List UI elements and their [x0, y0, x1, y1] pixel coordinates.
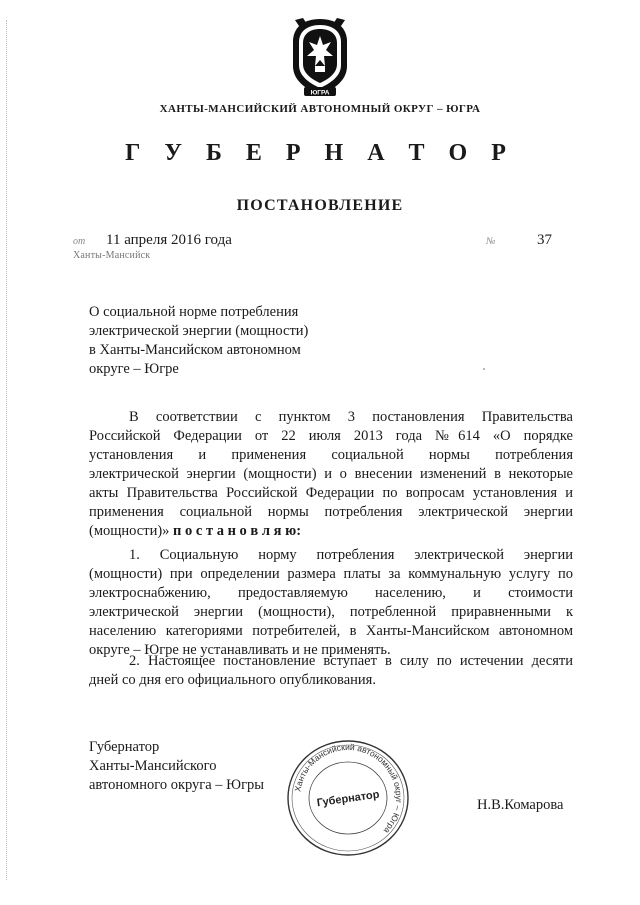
signature-line: автономного округа – Югры	[89, 777, 265, 793]
decree-title: ПОСТАНОВЛЕНИЕ	[236, 197, 404, 214]
item-1-paragraph	[89, 546, 573, 660]
text-line: электрической энергии (мощности) и о внесении изменений в некоторые	[89, 466, 573, 482]
item-2-paragraph	[89, 652, 573, 690]
text-line: электроснабжению, предоставляемую населению, и стоимости	[89, 585, 573, 601]
decree-subject	[89, 303, 369, 379]
text-line: 2. Настоящее постановление вступает в силу по истечении десяти	[129, 653, 573, 669]
text-line: установления и применения социальной нормы потребления	[89, 447, 573, 463]
text-line: Российской Федерации от 22 июля 2013 года №614 «О порядке	[89, 428, 573, 444]
date-prefix: от	[73, 236, 86, 247]
text-line: электрической энергии (мощности), потребленной приравненными к	[89, 604, 573, 620]
region-name: ХАНТЫ-МАНСИЙСКИЙ АВТОНОМНЫЙ ОКРУГ – ЮГРА	[159, 103, 481, 115]
coat-of-arms-emblem	[285, 16, 355, 100]
official-stamp	[282, 736, 414, 860]
preamble-paragraph	[89, 408, 573, 541]
scan-speck	[483, 368, 485, 370]
subject-line: О социальной норме потребления	[89, 304, 299, 320]
subject-line: в Ханты-Мансийском автономном	[89, 342, 301, 358]
text-line	[89, 522, 573, 541]
text-line: дней со дня его официального опубликования.	[89, 672, 376, 688]
decree-number: 37	[537, 232, 552, 248]
text-line: 1. Социальную норму потребления электрической энергии	[129, 547, 573, 563]
text-line: округе – Югре не устанавливать и не применять.	[89, 642, 391, 658]
text-line: применения социальной нормы потребления электрической энергии	[89, 504, 573, 520]
stamp-ring-text: Ханты-Мансийский автономный округ – Югра	[292, 741, 405, 836]
place-name: Ханты-Мансийск	[73, 250, 151, 261]
signature-line: Ханты-Мансийского	[89, 758, 217, 774]
signature-line: Губернатор	[89, 739, 160, 755]
subject-line: электрической энергии (мощности)	[89, 323, 309, 339]
subject-line: округе – Югре	[89, 361, 179, 377]
decree-emphasis: п о с т а н о в л я ю:	[173, 523, 302, 539]
text-line: В соответствии с пунктом 3 постановления Правительства	[129, 409, 573, 425]
governor-title: Г У Б Е Р Н А Т О Р	[125, 140, 515, 166]
text-line: (мощности) при определении размера платы за коммунальную услугу по	[89, 566, 573, 582]
text-line: акты Правительства Российской Федерации по вопросам установления и	[89, 485, 573, 501]
emblem-label: ЮГРА	[310, 89, 330, 97]
decree-date: 11 апреля 2016 года	[106, 232, 232, 248]
preamble-end: (мощности)»	[89, 523, 170, 539]
text-line: населению категориями потребителей, в Ханты-Мансийском автономном	[89, 623, 573, 639]
signer-name: Н.В.Комарова	[477, 797, 564, 813]
signature-block	[89, 738, 264, 795]
stamp-center-text: Губернатор	[316, 788, 381, 810]
number-sign: №	[486, 236, 496, 247]
